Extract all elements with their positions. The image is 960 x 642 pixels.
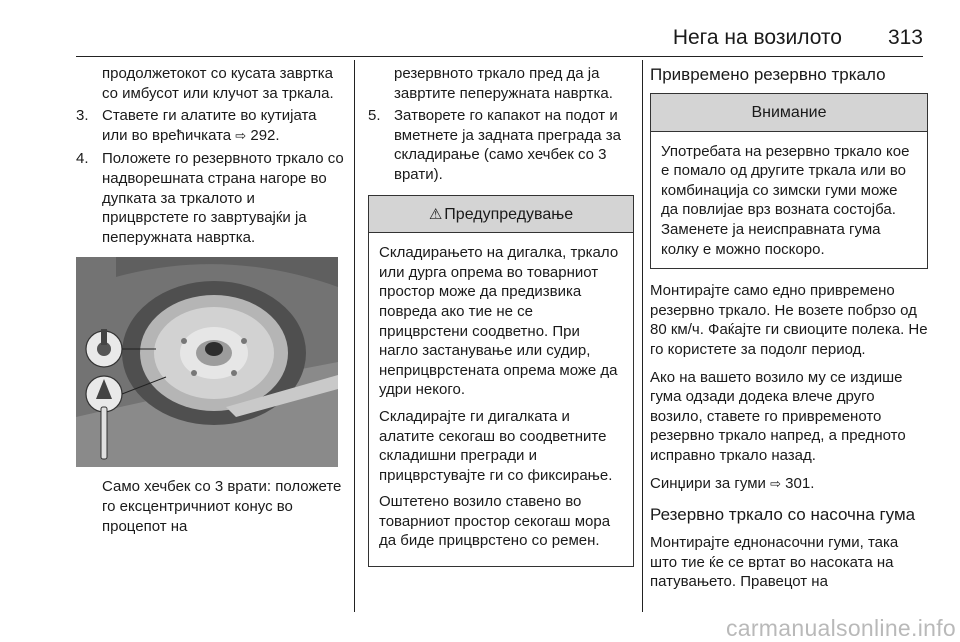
column-1	[76, 64, 344, 536]
step-continuation: резервното тркало пред да ја завртите пеперужната навртка.	[394, 65, 613, 102]
page-header	[0, 22, 960, 58]
section-title: Нега на возилото	[672, 26, 842, 49]
step-number: 5.	[368, 107, 381, 125]
step-text: Положете го резервното тркало со надворешната страна нагоре во дупката за тркалото и прицврстете го завртувајќи ја пеперужната навртка.	[102, 150, 344, 246]
caution-header: Внимание	[651, 94, 927, 132]
step-text: Затворете го капакот на подот и вметнете ја задната преграда за складирање (само хечбек со 3 врати).	[394, 107, 621, 183]
column-divider-right	[642, 60, 643, 612]
spare-wheel-illustration	[76, 257, 338, 467]
step-3	[76, 106, 344, 146]
warning-body	[369, 233, 633, 566]
page-number: 313	[887, 26, 923, 49]
section-heading: Привремено резервно тркало	[650, 65, 886, 84]
warning-box	[368, 195, 634, 568]
step-4	[76, 149, 344, 247]
warning-paragraph: Складирањето на дигалка, тркало или дурга опрема во товарниот простор може да предизвика повреда ако тие не се прицврстени соодветно. При нагло застанување или судир, неприцврстената опрема може да удри некого.	[379, 244, 619, 399]
watermark: carmanualsonline.info	[725, 615, 956, 641]
header-divider	[76, 56, 923, 57]
step-continuation: продолжетокот со кусата завртка со имбусот или клучот за тркала.	[102, 65, 334, 102]
warning-title: Предупредување	[444, 205, 574, 223]
figure-caption: Само хечбек со 3 врати: положете го ексцентричниот конус во процепот на	[102, 478, 342, 535]
paragraph-with-ref	[650, 474, 928, 495]
column-divider-left	[354, 60, 355, 612]
warning-paragraph: Оштетено возило ставено во товарниот простор секогаш мора да биде прицврстено со ремен.	[379, 493, 611, 550]
column-2	[368, 64, 634, 567]
page-ref[interactable]: 301.	[781, 474, 815, 492]
warning-paragraph: Складирајте ги дигалката и алатите секогаш во соодветните складишни прегради и прицврстувајте ги со фиксирање.	[379, 407, 613, 484]
paragraph-text: Синџири за гуми	[650, 474, 771, 492]
caution-body: Употребата на резервно тркало кое е помало од другите тркала или во комбинација со зимски гуми може да повлијае врз возната состојба. Заменете ја неисправната гума колку е можно поскоро.	[661, 142, 910, 258]
paragraph: Монтирајте само едно привремено резервно тркало. Не возете побрзо од 80 км/ч. Фаќајте ги свиоците полека. Не го користете за подолг период.	[650, 282, 928, 358]
warning-header	[369, 196, 633, 234]
caution-box	[650, 93, 928, 269]
step-text: Ставете ги алатите во кутијата или во врећичката	[102, 107, 317, 144]
page-ref-icon: ⇨	[770, 476, 782, 492]
step-5	[368, 106, 634, 184]
warning-triangle-icon: ⚠	[428, 204, 443, 223]
page-ref[interactable]: 292.	[246, 126, 280, 144]
section-heading: Резервно тркало со насочна гума	[650, 505, 916, 525]
step-number: 4.	[76, 150, 89, 168]
paragraph: Монтирајте еднонасочни гуми, така што тие ќе се вртат во насоката на патувањето. Правецот на	[650, 534, 899, 591]
page-ref-icon: ⇨	[235, 128, 247, 144]
step-number: 3.	[76, 107, 89, 125]
paragraph: Ако на вашето возило му се издише гума одзади додека влече друго возило, ставете го привременото резервно тркало напред, а предното исправно тркало назад.	[650, 368, 906, 464]
column-3	[650, 64, 928, 592]
